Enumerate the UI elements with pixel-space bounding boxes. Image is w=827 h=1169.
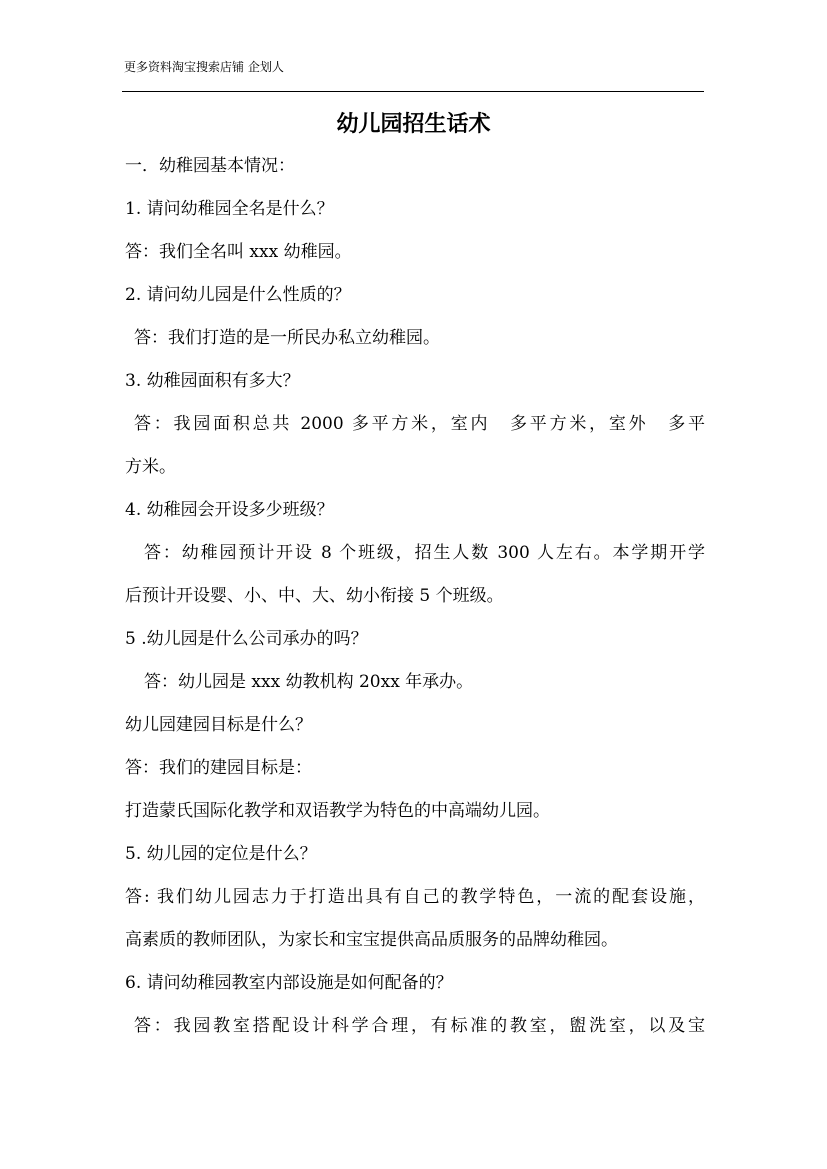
question-line: 4. 幼稚园会开设多少班级？	[125, 500, 334, 520]
question-line: 2. 请问幼儿园是什么性质的？	[125, 285, 351, 305]
answer-line: 答：幼儿园是 xxx 幼教机构 20xx 年承办。	[144, 672, 474, 692]
answer-line: 答：我们全名叫 xxx 幼稚园。	[125, 242, 352, 262]
answer-line: 答：幼稚园预计开设 8 个班级，招生人数 300 人左右。本学期开学	[144, 543, 705, 563]
question-line: 幼儿园建园目标是什么？	[125, 715, 312, 735]
header-note: 更多资料淘宝搜索店铺 企划人	[124, 60, 284, 74]
answer-line: 后预计开设婴、小、中、大、幼小衔接 5 个班级。	[125, 586, 504, 606]
answer-line: 方米。	[125, 457, 176, 477]
document-body	[125, 145, 705, 1048]
question-line: 1. 请问幼稚园全名是什么？	[125, 199, 334, 219]
question-line: 3. 幼稚园面积有多大？	[125, 371, 300, 391]
question-line: 5 .幼儿园是什么公司承办的吗？	[125, 629, 368, 649]
answer-line: 答: 我们幼儿园志力于打造出具有自己的教学特色，一流的配套设施，	[125, 887, 705, 907]
document-title: 幼儿园招生话术	[336, 111, 491, 137]
header-divider	[122, 91, 704, 92]
question-line: 6. 请问幼稚园教室内部设施是如何配备的？	[125, 973, 453, 993]
answer-line: 打造蒙氏国际化教学和双语教学为特色的中高端幼儿园。	[125, 801, 550, 821]
answer-line: 高素质的教师团队，为家长和宝宝提供高品质服务的品牌幼稚园。	[125, 930, 618, 950]
answer-line: 答：我园教室搭配设计科学合理，有标准的教室，盥洗室，以及宝	[134, 1016, 705, 1036]
answer-line: 答：我园面积总共 2000 多平方米，室内 多平方米，室外 多平	[134, 414, 705, 434]
section-heading: 一．幼稚园基本情况：	[125, 156, 295, 176]
answer-line: 答：我们打造的是一所民办私立幼稚园。	[134, 328, 440, 348]
question-line: 5. 幼儿园的定位是什么？	[125, 844, 317, 864]
answer-line: 答：我们的建园目标是：	[125, 758, 312, 778]
